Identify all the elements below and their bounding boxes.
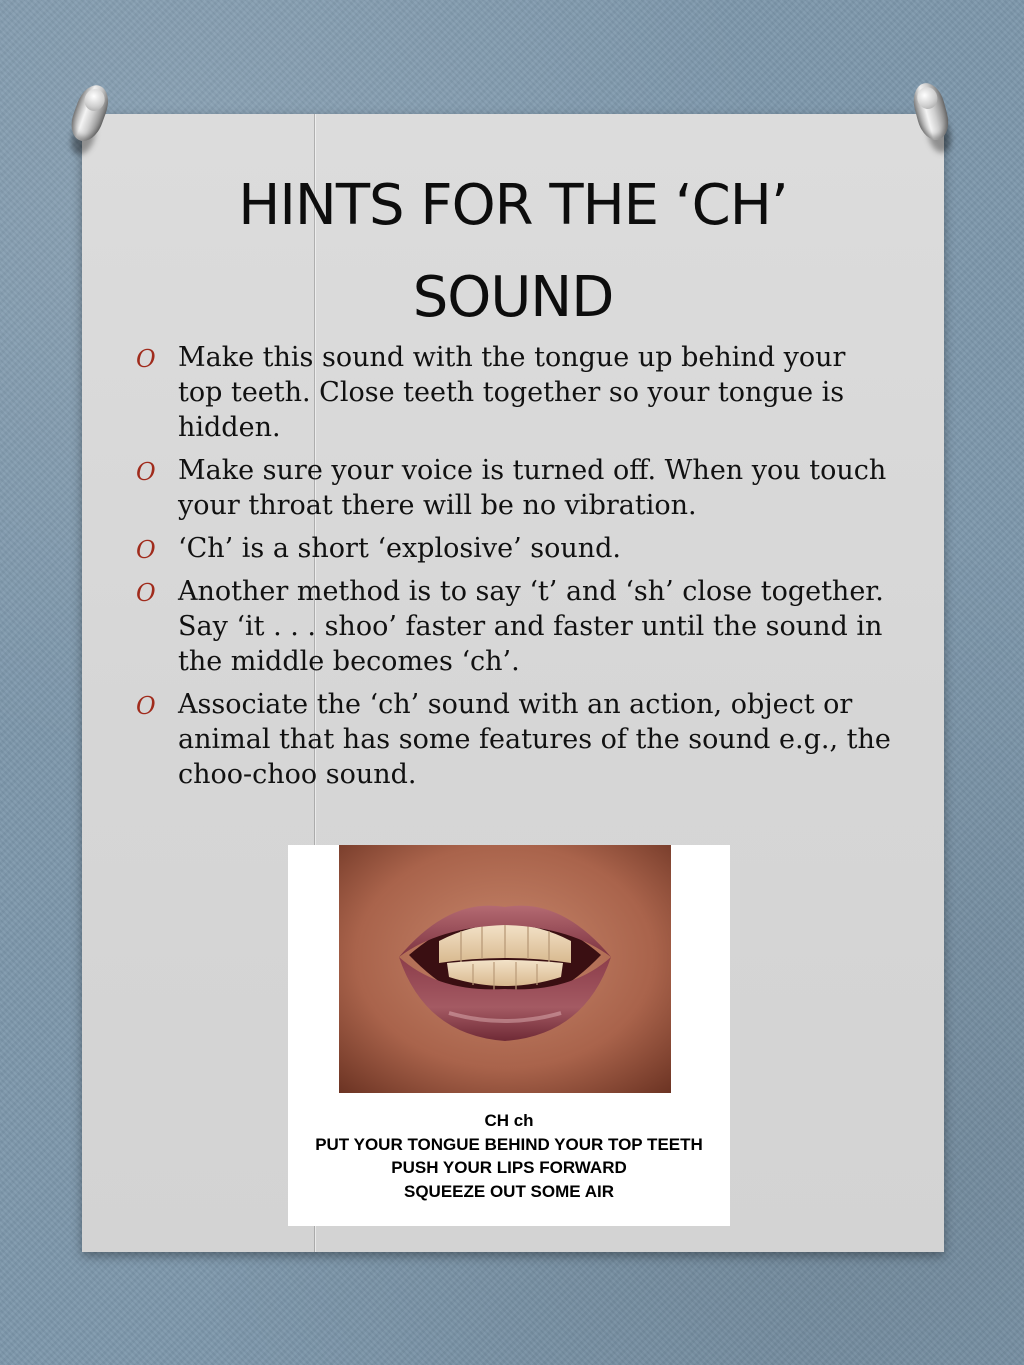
hints-list [132,340,892,800]
bullet-marker: O [136,579,156,607]
list-item [132,531,892,566]
mouth-photo [339,845,671,1093]
caption-line-1: CH ch [484,1111,534,1130]
list-item-text: Make sure your voice is turned off. When you touch your throat there will be no vibration. [178,455,887,521]
title-line-2: SOUND [412,265,614,330]
list-item [132,687,892,792]
list-item-text: Another method is to say ‘t’ and ‘sh’ close together. Say ‘it . . . shoo’ faster and faster until the sound in the middle becomes ‘ch’. [178,576,884,677]
list-item [132,574,892,679]
bullet-marker: O [136,536,156,564]
list-item [132,453,892,523]
caption-line-4: SQUEEZE OUT SOME AIR [403,1181,614,1201]
bullet-marker: O [136,458,156,486]
caption-line-2: PUT YOUR TONGUE BEHIND YOUR TOP TEETH [315,1134,703,1154]
figure-caption [288,1109,730,1203]
title-line-1: HINTS FOR THE ‘CH’ [238,173,788,238]
list-item [132,340,892,445]
list-item-text: ‘Ch’ is a short ‘explosive’ sound. [178,533,621,564]
bullet-marker: O [136,692,156,720]
page-title [82,160,944,344]
mouth-figure [288,845,730,1226]
list-item-text: Make this sound with the tongue up behind your top teeth. Close teeth together so your tongue is hidden. [178,342,846,443]
bullet-marker: O [136,345,156,373]
caption-line-3: PUSH YOUR LIPS FORWARD [391,1158,627,1177]
list-item-text: Associate the ‘ch’ sound with an action, object or animal that has some features of the sound e.g., the choo-choo sound. [178,689,891,790]
